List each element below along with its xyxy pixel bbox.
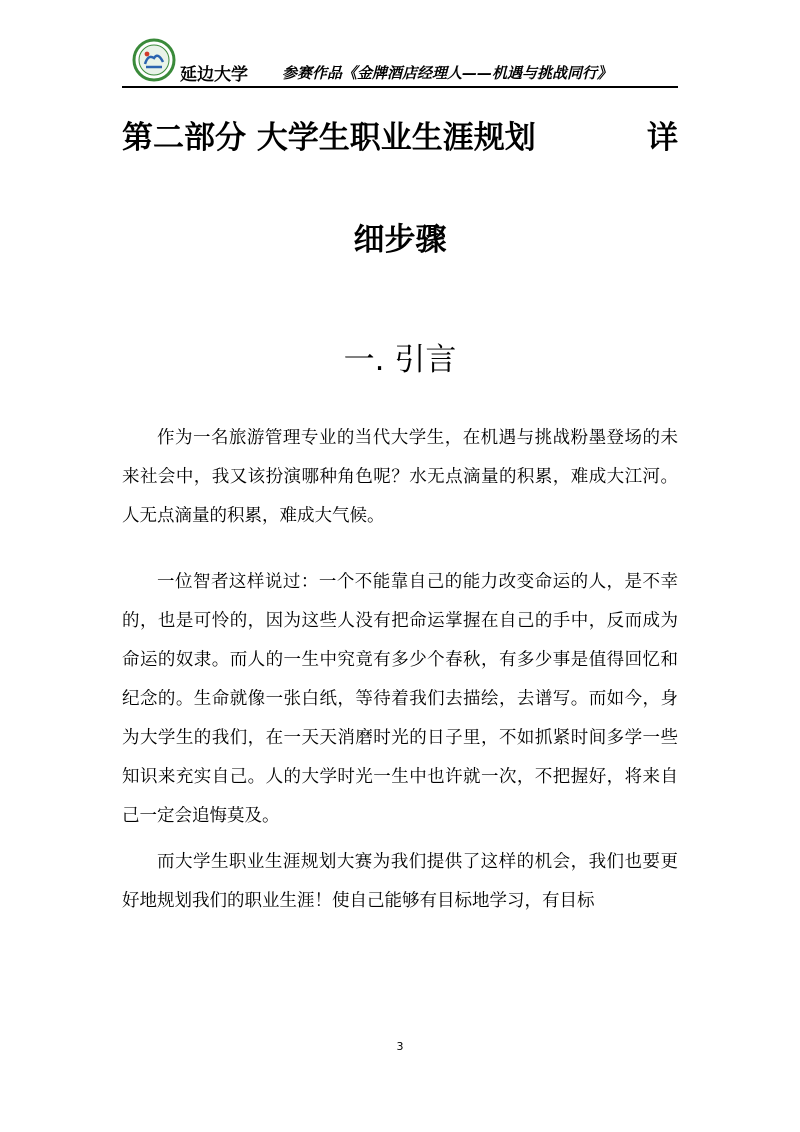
entry-title: 参赛作品《金牌酒店经理人——机遇与挑战同行》 [282, 64, 613, 82]
title-part-3: 细步骤 [353, 222, 447, 258]
section-heading: 一. 引言 [343, 342, 457, 378]
document-title [122, 112, 678, 162]
paragraph-3: 而大学生职业生涯规划大赛为我们提供了这样的机会，我们也要更好地规划我们的职业生涯！使自己能够有目标地学习，有目标 [122, 852, 678, 911]
title-part-2: 详 [647, 120, 678, 156]
university-name: 延边大学 [180, 65, 248, 85]
page-number: 3 [396, 1040, 404, 1053]
paragraph-1: 作为一名旅游管理专业的当代大学生，在机遇与挑战粉墨登场的未来社会中，我又该扮演哪种角色呢？水无点滴量的积累，难成大江河。人无点滴量的积累，难成大气候。 [122, 428, 678, 526]
page-header [122, 34, 682, 86]
university-seal-icon [132, 38, 176, 82]
paragraph-2: 一位智者这样说过：一个不能靠自己的能力改变命运的人，是不幸的，也是可怜的，因为这些人没有把命运掌握在自己的手中，反而成为命运的奴隶。而人的一生中究竟有多少个春秋，有多少事是值得回忆和纪念的。生命就像一张白纸，等待着我们去描绘，去谱写。而如今，身为大学生的我们，在一天天消磨时光的日子里，不如抓紧时间多学一些知识来充实自己。人的大学时光一生中也许就一次，不把握好，将来自己一定会追悔莫及。 [122, 572, 678, 826]
title-part-1: 第二部分 大学生职业生涯规划 [122, 120, 536, 156]
header-divider [122, 86, 678, 88]
